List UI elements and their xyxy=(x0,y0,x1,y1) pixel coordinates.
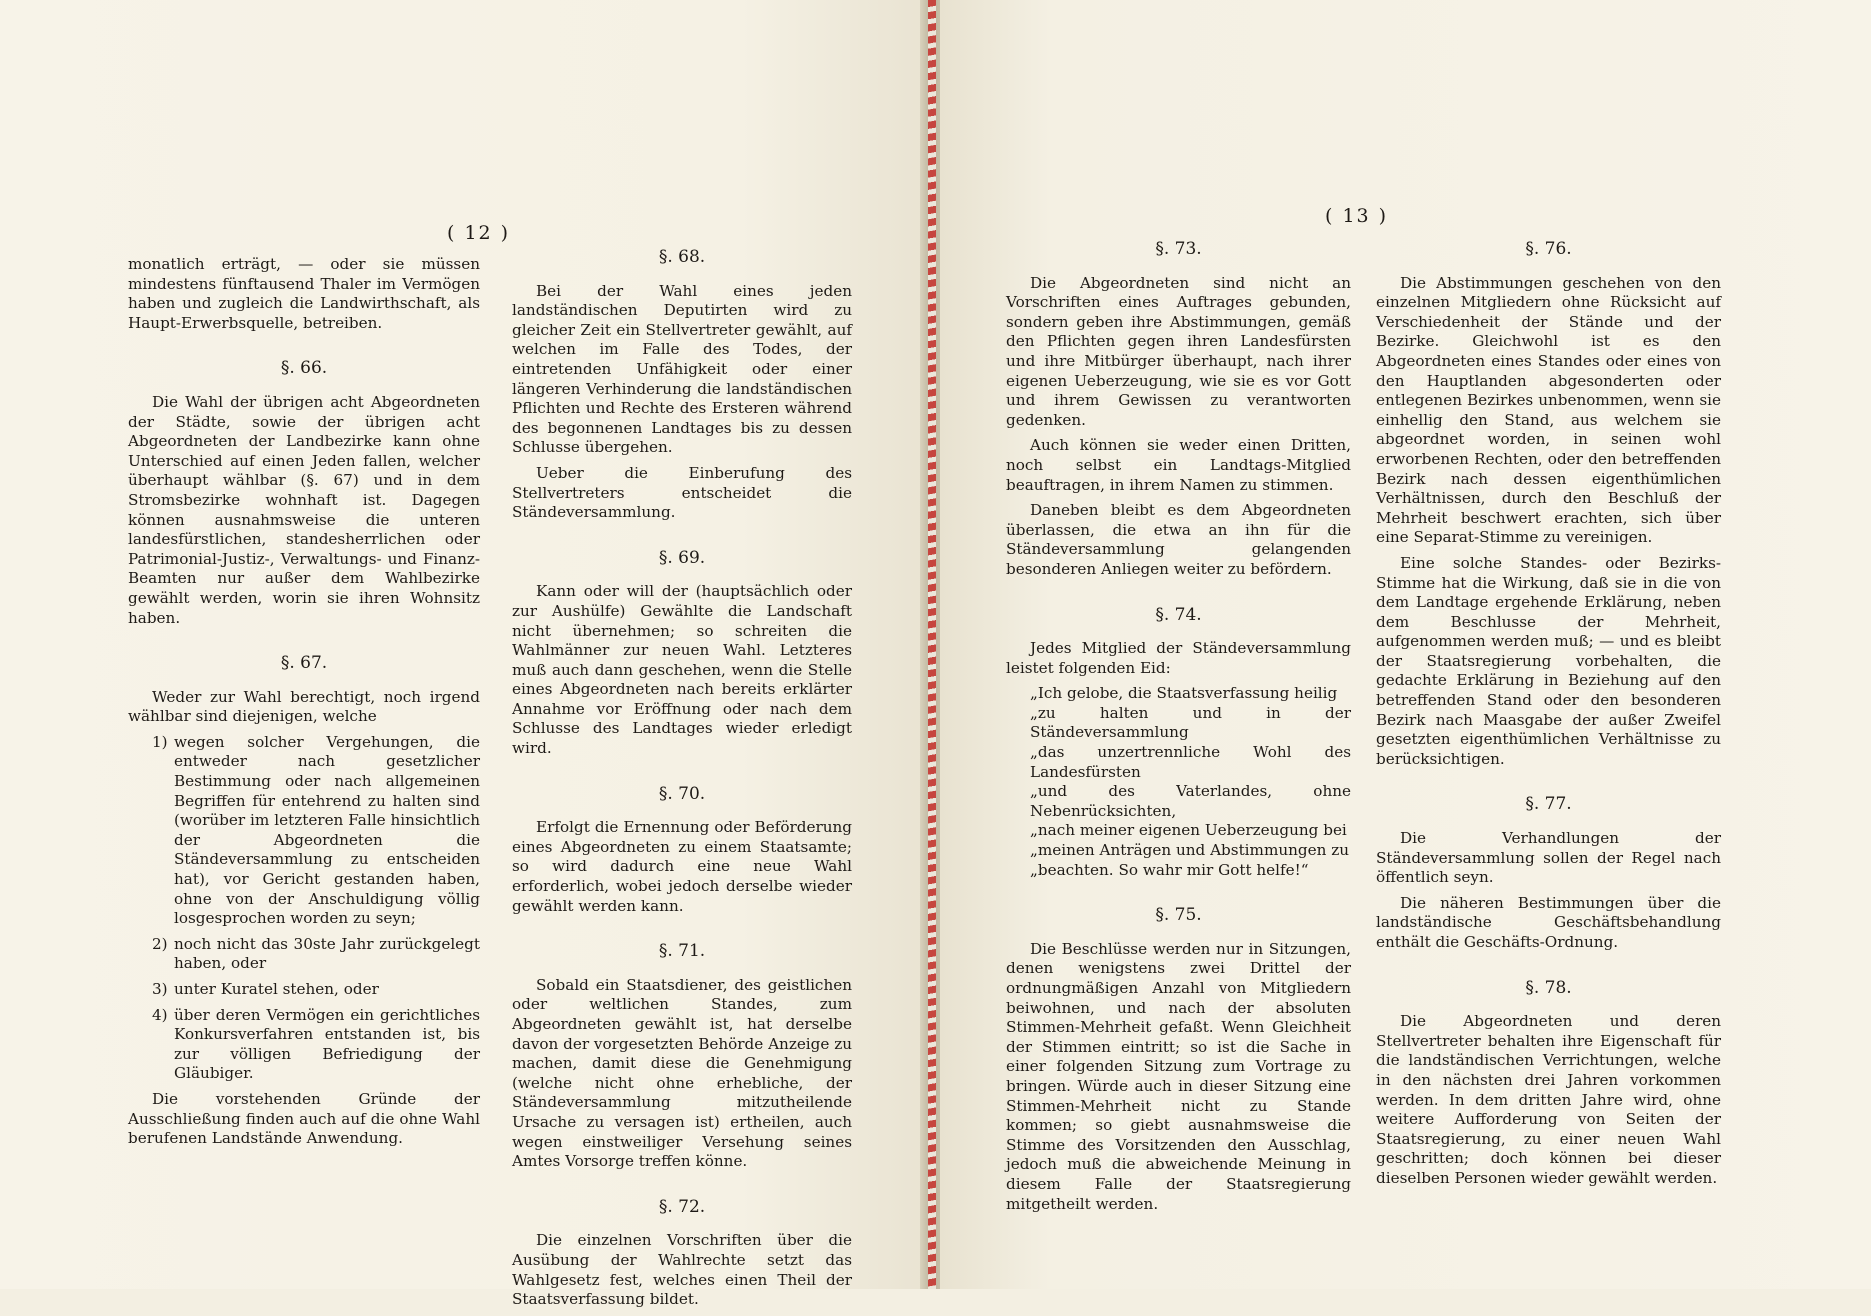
oath-line: „nach meiner eigenen Ueberzeugung bei xyxy=(1030,821,1347,840)
right-page-column-1 xyxy=(1006,240,1351,1220)
binding-thread xyxy=(928,0,936,1289)
list-item-number: 4) xyxy=(152,1005,168,1024)
section-68-heading: §. 68. xyxy=(658,247,706,267)
section-75-text: Die Beschlüsse werden nur in Sitzungen, denen wenigstens zwei Drittel der ordnungmäßigen Anzahl von Mitgliedern beiwohnen, und nach der absoluten Stimmen-Mehrheit gefaßt. Wenn Gleichheit der Stimmen eintritt; so ist die Sache in einer folgenden Sitzung zum Vortrage zu bringen. Würde auch in dieser Sitzung eine Stimmen-Mehrheit nicht zu Stande kommen; so giebt ausnahmsweise die Stimme des Vorsitzenden den Ausschlag, jedoch muß die abweichende Meinung in diesem Falle der Staatsregierung mitgetheilt werden. xyxy=(1006,939,1351,1213)
section-70-heading: §. 70. xyxy=(658,783,706,804)
right-page-column-2 xyxy=(1376,240,1721,1195)
section-76-heading: §. 76. xyxy=(1525,239,1572,259)
section-69-text: Kann oder will der (hauptsächlich oder zur Aushülfe) Gewählte die Landschaft nicht übernehmen; so schreiten die Wahlmänner zur neuen Wahl. Letzteres muß auch dann geschehen, wenn die Stelle eines Abgeordneten nach bereits erklärter Annahme vor Eröffnung oder nach dem Schlusse des Landtages wieder erledigt wird. xyxy=(512,582,852,758)
section-67-closing: Die vorstehenden Gründe der Ausschließung finden auch auf die ohne Wahl berufenen Landstände Anwendung. xyxy=(128,1089,480,1148)
section-77-text-2: Die näheren Bestimmungen über die landständische Geschäftsbehandlung enthält die Geschäfts-Ordnung. xyxy=(1376,893,1721,951)
section-69-heading: §. 69. xyxy=(658,547,706,568)
list-item xyxy=(128,1006,480,1084)
section-66-text: Die Wahl der übrigen acht Abgeordneten der Städte, sowie der übrigen acht Abgeordneten der Landbezirke kann ohne Unterschied auf einen Jeden fallen, welcher überhaupt wählbar (§. 67) und in dem Stromsbezirke wohnhaft ist. Dagegen können ausnahmsweise die unteren landesfürstlichen, standesherrlichen oder Patrimonial-Justiz-, Verwaltungs- und Finanz-Beamten nur außer dem Wahlbezirke gewählt werden, worin sie ihren Wohnsitz haben. xyxy=(128,392,480,627)
page-number-12: ( 12 ) xyxy=(447,222,511,244)
section-74-heading: §. 74. xyxy=(1155,604,1202,625)
section-78-heading: §. 78. xyxy=(1525,977,1572,998)
list-item-text: unter Kuratel stehen, oder xyxy=(174,980,379,998)
section-66-heading: §. 66. xyxy=(280,358,328,379)
section-68-text-1: Bei der Wahl eines jeden landständischen Deputirten wird zu gleicher Zeit ein Stellvertreter gewählt, auf welchen im Falle des Todes, der eintretenden Unfähigkeit oder einer längeren Verhinderung die landständischen Pflichten und Rechte des Ersteren während des begonnenen Landtages bis zu dessen Schlusse übergehen. xyxy=(512,281,852,457)
section-71-text: Sobald ein Staatsdiener, des geistlichen oder weltlichen Standes, zum Abgeordneten gewählt ist, hat derselbe davon der vorgesetzten Behörde Anzeige zu machen, damit diese die Genehmigung (welche nicht ohne erhebliche, der Ständeversammlung mitzutheilende Ursache zu versagen ist) ertheilen, auch wegen einstweiliger Versehung seines Amtes Vorsorge treffen könne. xyxy=(512,975,852,1171)
list-item-number: 1) xyxy=(152,732,168,751)
list-item xyxy=(128,733,480,929)
list-item xyxy=(128,980,480,1000)
oath-line: „und des Vaterlandes, ohne Nebenrücksichten, xyxy=(1030,782,1351,820)
section-70-text: Erfolgt die Ernennung oder Beförderung eines Abgeordneten zu einem Staatsamte; so wird dadurch eine neue Wahl erforderlich, wobei jedoch derselbe wieder gewählt werden kann. xyxy=(512,818,852,915)
oath-line: „Ich gelobe, die Staatsverfassung heilig xyxy=(1030,684,1338,703)
left-page-column-2 xyxy=(512,248,852,1316)
section-73-text-1: Die Abgeordneten sind nicht an Vorschriften eines Auftrages gebunden, sondern geben ihre Abstimmungen, gemäß den Pflichten gegen ihren Landesfürsten und ihre Mitbürger überhaupt, nach ihrer eigenen Ueberzeugung, wie sie es vor Gott und ihrem Gewissen zu verantworten gedenken. xyxy=(1006,273,1351,429)
section-72-heading: §. 72. xyxy=(658,1196,706,1217)
oath-line: „meinen Anträgen und Abstimmungen zu xyxy=(1030,841,1350,860)
section-67-heading: §. 67. xyxy=(280,653,328,674)
oath-text xyxy=(1006,684,1351,880)
section-72-text: Die einzelnen Vorschriften über die Ausübung der Wahlrechte setzt das Wahlgesetz fest, welches einen Theil der Staatsverfassung bildet. xyxy=(512,1231,852,1309)
section-73-heading: §. 73. xyxy=(1155,239,1202,259)
list-item xyxy=(128,935,480,974)
section-74-intro: Jedes Mitglied der Ständeversammlung leistet folgenden Eid: xyxy=(1006,639,1351,677)
list-item-number: 3) xyxy=(152,980,168,998)
oath-line: „zu halten und in der Ständeversammlung xyxy=(1030,703,1351,742)
list-item-text: noch nicht das 30ste Jahr zurückgelegt haben, oder xyxy=(174,934,480,973)
left-page xyxy=(0,0,926,1309)
section-71-heading: §. 71. xyxy=(658,941,706,962)
section-77-text-1: Die Verhandlungen der Ständeversammlung sollen der Regel nach öffentlich seyn. xyxy=(1376,829,1721,887)
list-item-number: 2) xyxy=(152,934,168,953)
list-item-text: wegen solcher Vergehungen, die entweder nach gesetzlicher Bestimmung oder nach allgemeinen Begriffen für entehrend zu halten sind (worüber im letzteren Falle hinsichtlich der Abgeordneten die Ständeversammlung zu entscheiden hat), vor Gericht gestanden haben, ohne von der Anschuldigung völlig losgesprochen worden zu seyn; xyxy=(174,732,480,928)
section-75-heading: §. 75. xyxy=(1155,905,1202,926)
section-78-text: Die Abgeordneten und deren Stellvertreter behalten ihre Eigenschaft für die landständischen Verrichtungen, welche in den nächsten drei Jahren vorkommen werden. In dem dritten Jahre wird, ohne weitere Aufforderung von Seiten der Staatsregierung, zu einer neuen Wahl geschritten; doch können bei dieser dieselben Personen wieder gewählt werden. xyxy=(1376,1012,1721,1187)
section-67-list xyxy=(128,733,480,1084)
section-76-text-1: Die Abstimmungen geschehen von den einzelnen Mitgliedern ohne Rücksicht auf Verschiedenheit der Stände und der Bezirke. Gleichwohl ist es den Abgeordneten eines Standes oder eines von den Hauptlanden abgesonderten oder entlegenen Bezirkes unbenommen, wenn sie einhellig den Stand, aus welchem sie abgeordnet worden, in seinen wohl erworbenen Rechten, oder den betreffenden Bezirk nach dessen eigenthümlichen Verhältnissen, durch den Beschluß der Mehrheit beschwert erachten, sich über eine Separat-Stimme zu vereinigen. xyxy=(1376,273,1721,547)
page-number-13: ( 13 ) xyxy=(1325,205,1389,227)
list-item-text: über deren Vermögen ein gerichtliches Konkursverfahren entstanden ist, bis zur völligen Befriedigung der Gläubiger. xyxy=(174,1005,480,1083)
oath-line: „beachten. So wahr mir Gott helfe!“ xyxy=(1030,860,1309,879)
section-68-text-2: Ueber die Einberufung des Stellvertreters entscheidet die Ständeversammlung. xyxy=(512,463,852,522)
section-73-text-3: Daneben bleibt es dem Abgeordneten überlassen, die etwa an ihn für die Ständeversammlung gelangenden besonderen Anliegen weiter zu befördern. xyxy=(1006,501,1351,578)
oath-line: „das unzertrennliche Wohl des Landesfürsten xyxy=(1030,743,1351,781)
left-page-column-1 xyxy=(128,255,480,1155)
section-76-text-2: Eine solche Standes- oder Bezirks-Stimme hat die Wirkung, daß sie in die von dem Landtage ergehende Erklärung, neben dem Beschlusse der Mehrheit, aufgenommen werden muß; — und es bleibt der Staatsregierung vorbehalten, die gedachte Erklärung in Beziehung auf den betreffenden Stand oder den besonderen Bezirk nach Maasgabe der außer Zweifel gesetzten eigenthümlichen Verhältnisse zu berücksichtigen. xyxy=(1376,553,1721,768)
section-77-heading: §. 77. xyxy=(1525,794,1572,815)
section-67-intro: Weder zur Wahl berechtigt, noch irgend wählbar sind diejenigen, welche xyxy=(128,687,480,726)
right-page xyxy=(940,0,1871,1289)
section-73-text-2: Auch können sie weder einen Dritten, noch selbst ein Landtags-Mitglied beauftragen, in ihrem Namen zu stimmen. xyxy=(1006,436,1351,494)
paragraph-continuation: monatlich erträgt, — oder sie müssen mindestens fünftausend Thaler im Vermögen haben und zugleich die Landwirthschaft, als Haupt-Erwerbsquelle, betreiben. xyxy=(128,255,480,332)
